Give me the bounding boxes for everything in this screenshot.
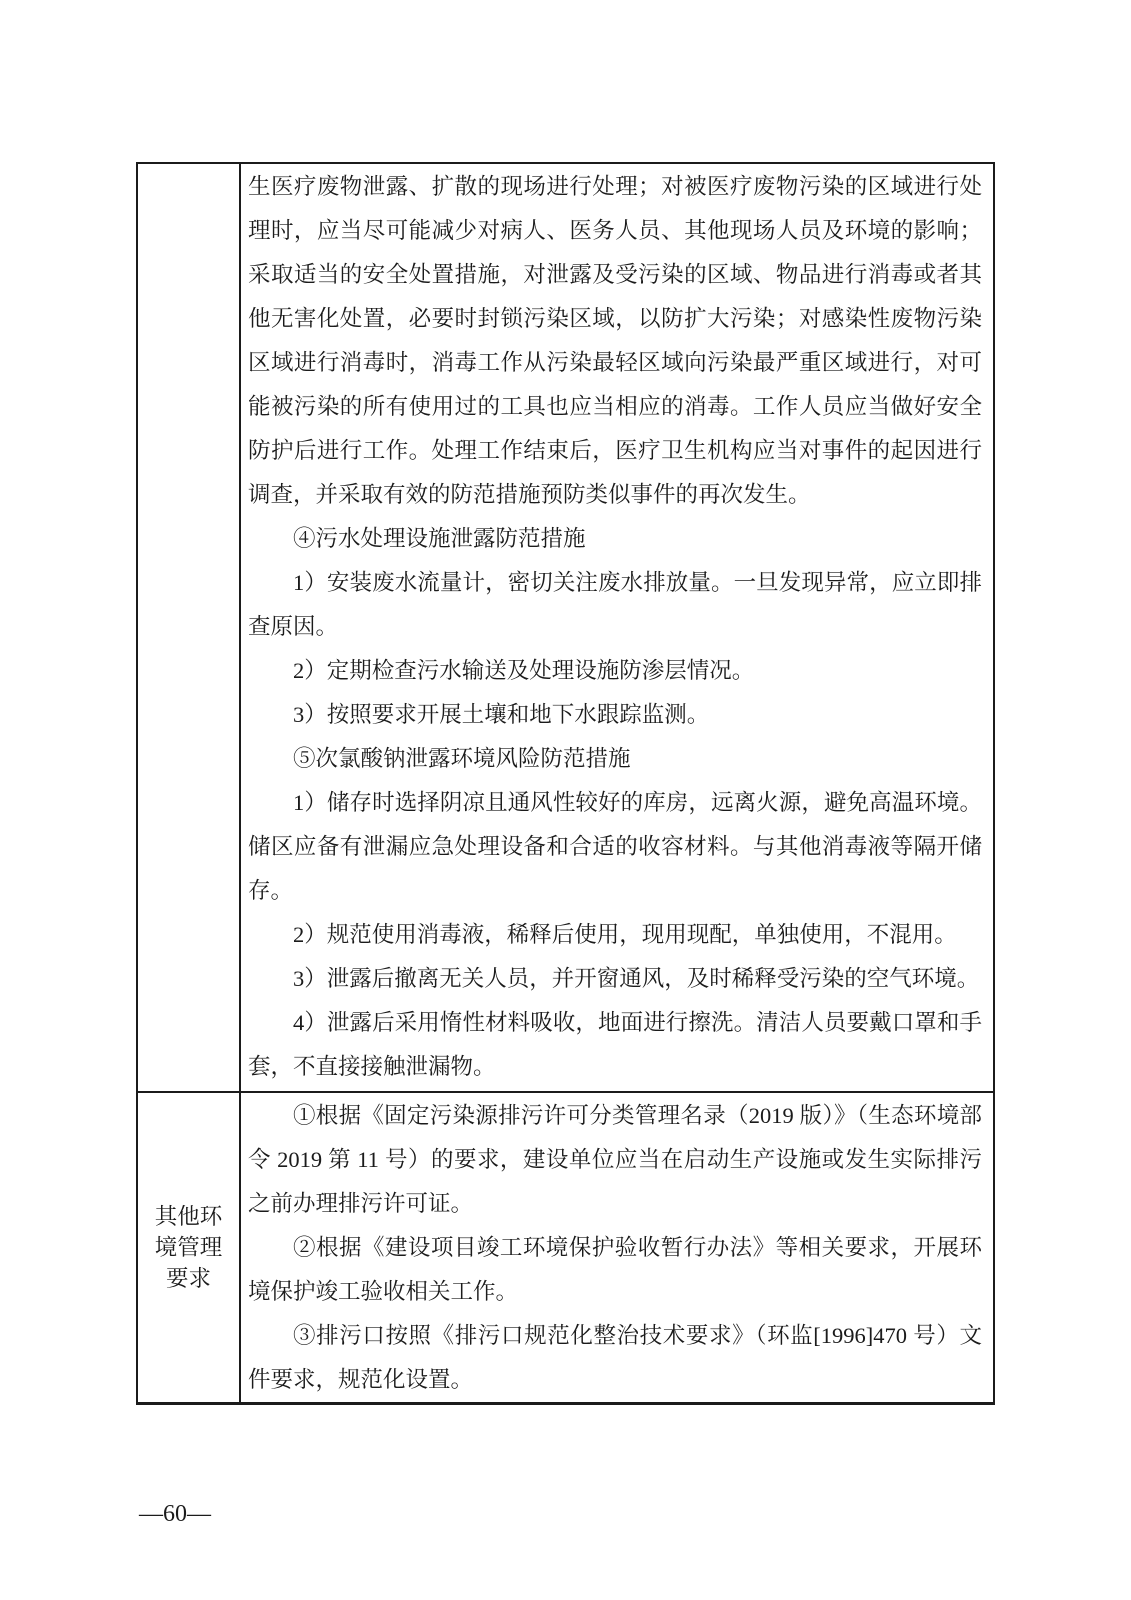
body-paragraph: 1）安装废水流量计，密切关注废水排放量。一旦发现异常，应立即排查原因。: [248, 570, 982, 639]
body-paragraph: 2）定期检查污水输送及处理设施防渗层情况。: [293, 658, 755, 683]
body-paragraph: 3）泄露后撤离无关人员，并开窗通风，及时稀释受污染的空气环境。: [293, 966, 980, 991]
body-paragraph: ⑤次氯酸钠泄露环境风险防范措施: [293, 746, 631, 771]
body-paragraph: 4）泄露后采用惰性材料吸收，地面进行擦洗。清洁人员要戴口罩和手套，不直接接触泄漏物。: [248, 1010, 982, 1079]
body-paragraph: ③排污口按照《排污口规范化整治技术要求》（环监[1996]470 号）文件要求，规范化设置。: [248, 1323, 982, 1392]
table-row-other-requirements: [138, 1093, 993, 1402]
page-number: —60—: [139, 1501, 211, 1527]
body-paragraph: 2）规范使用消毒液，稀释后使用，现用现配，单独使用，不混用。: [293, 922, 957, 947]
body-paragraph: 3）按照要求开展土壤和地下水跟踪监测。: [293, 702, 710, 727]
body-paragraph: ②根据《建设项目竣工环境保护验收暂行办法》等相关要求，开展环境保护竣工验收相关工作。: [248, 1235, 982, 1304]
row-header-label: 其他环境管理要求: [154, 1204, 223, 1291]
body-paragraph: ④污水处理设施泄露防范措施: [293, 526, 586, 551]
body-paragraph: ①根据《固定污染源排污许可分类管理名录（2019 版）》（生态环境部令 2019 第 11 号）的要求，建设单位应当在启动生产设施或发生实际排污之前办理排污许可证。: [248, 1103, 982, 1216]
row-body-cell: [241, 1093, 993, 1402]
row-header-cell: [138, 1093, 241, 1402]
table-row-emergency-measures: [138, 164, 993, 1093]
row-header-cell-empty: [138, 164, 241, 1091]
body-paragraph: 生医疗废物泄露、扩散的现场进行处理；对被医疗废物污染的区域进行处理时，应当尽可能减少对病人、医务人员、其他现场人员及环境的影响；采取适当的安全处置措施，对泄露及受污染的区域、物品进行消毒或者其他无害化处置，必要时封锁污染区域，以防扩大污染；对感染性废物污染区域进行消毒时，消毒工作从污染最轻区域向污染最严重区域进行，对可能被污染的所有使用过的工具也应当相应的消毒。工作人员应当做好安全防护后进行工作。处理工作结束后，医疗卫生机构应当对事件的起因进行调查，并采取有效的防范措施预防类似事件的再次发生。: [248, 174, 982, 507]
row-body-cell: [241, 164, 993, 1091]
environmental-management-table: [136, 162, 995, 1405]
body-paragraph: 1）储存时选择阴凉且通风性较好的库房，远离火源，避免高温环境。储区应备有泄漏应急处理设备和合适的收容材料。与其他消毒液等隔开储存。: [248, 790, 982, 903]
